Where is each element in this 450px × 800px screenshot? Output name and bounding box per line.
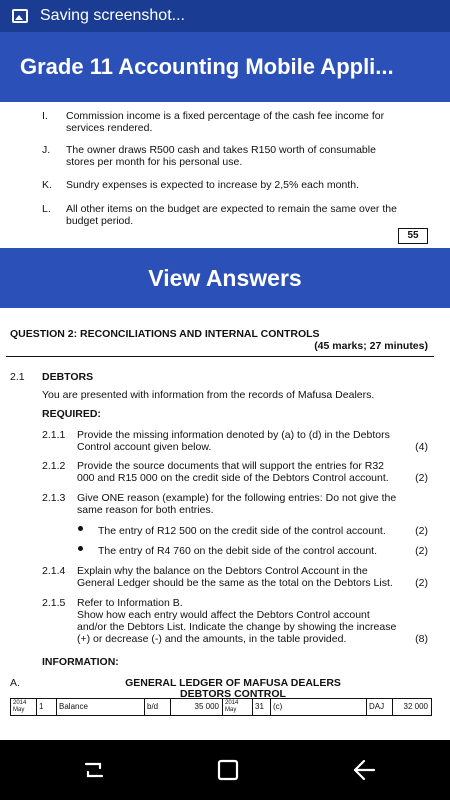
home-icon bbox=[208, 752, 248, 788]
question-number: 2.1.3 bbox=[42, 492, 66, 504]
image-icon bbox=[12, 9, 28, 23]
status-text: Saving screenshot... bbox=[40, 7, 185, 24]
question-text: Explain why the balance on the Debtors Control Account in the General Ledger should be the same as the total on the Debtors List. bbox=[77, 565, 393, 589]
ledger-details: Balance bbox=[57, 699, 145, 715]
ledger-amount: 32 000 bbox=[403, 702, 428, 711]
ledger-year: 2014 bbox=[13, 700, 27, 706]
item-label: J. bbox=[42, 144, 51, 156]
question-marks: (2) bbox=[415, 545, 428, 557]
item-text: All other items on the budget are expected to remain the same over the budget period. bbox=[66, 203, 397, 227]
bullet-icon bbox=[78, 546, 83, 551]
list-item bbox=[42, 179, 402, 191]
ledger-folio: DAJ bbox=[367, 699, 393, 715]
page-number: 55 bbox=[398, 228, 428, 244]
information-label: INFORMATION: bbox=[42, 656, 119, 668]
ledger-day: 1 bbox=[37, 699, 57, 715]
back-icon bbox=[344, 752, 384, 788]
ledger-day: 31 bbox=[253, 699, 271, 715]
question-marks: (4) bbox=[415, 441, 428, 453]
section-number: 2.1 bbox=[10, 371, 25, 383]
document-page-1[interactable] bbox=[0, 102, 450, 248]
navigation-bar bbox=[0, 740, 450, 800]
status-bar bbox=[0, 0, 450, 32]
ledger-subtitle: DEBTORS CONTROL bbox=[180, 688, 286, 700]
ledger-date-cell bbox=[223, 699, 253, 715]
recents-button[interactable] bbox=[74, 752, 114, 788]
item-text: The owner draws R500 cash and takes R150 worth of consumable stores per month for his personal use. bbox=[66, 144, 376, 168]
question-marks: (8) bbox=[415, 633, 428, 645]
info-letter: A. bbox=[10, 677, 20, 689]
item-label: L. bbox=[42, 203, 51, 215]
ledger-month: May bbox=[13, 707, 25, 713]
required-label: REQUIRED: bbox=[42, 408, 101, 420]
home-button[interactable] bbox=[208, 752, 248, 788]
ledger-month: May bbox=[225, 707, 237, 713]
item-label: I. bbox=[42, 110, 48, 122]
ledger-title: GENERAL LEDGER OF MAFUSA DEALERS bbox=[125, 677, 341, 689]
list-item bbox=[42, 144, 402, 168]
recents-icon bbox=[74, 752, 114, 788]
ledger-amount: 35 000 bbox=[171, 699, 223, 715]
app-bar bbox=[0, 32, 450, 102]
question-marks: (2) bbox=[415, 525, 428, 537]
bullet-icon bbox=[78, 526, 83, 531]
question-text: Give ONE reason (example) for the following entries: Do not give the same reason for both entries. bbox=[77, 492, 397, 516]
question-text: Refer to Information B. bbox=[77, 597, 183, 609]
document-page-2[interactable] bbox=[0, 308, 450, 740]
item-label: K. bbox=[42, 179, 52, 191]
question-title: QUESTION 2: RECONCILIATIONS AND INTERNAL CONTROLS bbox=[10, 328, 320, 340]
marks-time: (45 marks; 27 minutes) bbox=[314, 340, 428, 352]
question-marks: (2) bbox=[415, 577, 428, 589]
ledger-table bbox=[10, 698, 432, 716]
item-text: Commission income is a fixed percentage of the cash fee income for services rendered. bbox=[66, 110, 385, 134]
question-number: 2.1.4 bbox=[42, 565, 66, 577]
item-text: Sundry expenses is expected to increase by 2,5% each month. bbox=[66, 179, 360, 191]
question-number: 2.1.2 bbox=[42, 460, 66, 472]
list-item bbox=[42, 203, 402, 227]
back-button[interactable] bbox=[344, 752, 384, 788]
ledger-folio: b/d bbox=[145, 699, 171, 715]
question-text: The entry of R12 500 on the credit side of the control account. bbox=[98, 525, 386, 537]
question-text: Provide the source documents that will support the entries for R32 000 and R15 000 on the credit side of the Debtors Control account. bbox=[77, 460, 389, 484]
question-text: Provide the missing information denoted by (a) to (d) in the Debtors Control account given below. bbox=[77, 429, 390, 453]
question-marks: (2) bbox=[415, 472, 428, 484]
app-title: Grade 11 Accounting Mobile Appli... bbox=[20, 54, 394, 79]
question-text: The entry of R4 760 on the debit side of the control account. bbox=[98, 545, 378, 557]
view-answers-button[interactable]: View Answers bbox=[0, 248, 450, 308]
divider bbox=[6, 356, 434, 357]
question-number: 2.1.5 bbox=[42, 597, 66, 609]
question-text: Show how each entry would affect the Debtors Control account and/or the Debtors List. Indicate the change by showing the increase (+) or decrease (-) and the amounts, in the table provided. bbox=[77, 609, 397, 645]
ledger-details: (c) bbox=[271, 699, 367, 715]
ledger-year: 2014 bbox=[225, 700, 239, 706]
section-title: DEBTORS bbox=[42, 371, 94, 383]
list-item bbox=[42, 110, 402, 134]
section-intro: You are presented with information from the records of Mafusa Dealers. bbox=[42, 389, 375, 401]
ledger-date-cell bbox=[11, 699, 37, 715]
question-number: 2.1.1 bbox=[42, 429, 66, 441]
